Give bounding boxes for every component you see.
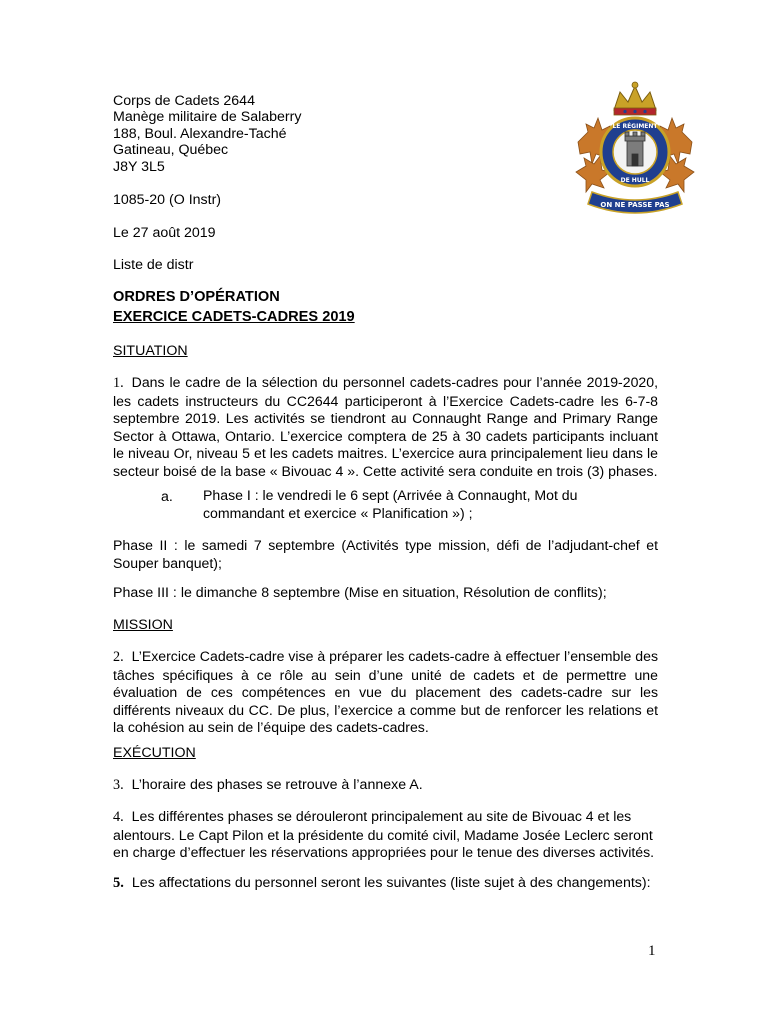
paragraph-text: L’horaire des phases se retrouve à l’annexe A.	[131, 777, 423, 793]
svg-text:LE RÉGIMENT: LE RÉGIMENT	[612, 123, 658, 130]
document-date: Le 27 août 2019	[113, 225, 216, 241]
address-line: Manège militaire de Salaberry	[113, 109, 302, 126]
address-line: J8Y 3L5	[113, 158, 165, 175]
paragraph-3	[113, 777, 423, 793]
paragraph-number: 1.	[113, 375, 124, 391]
document-subtitle: EXERCICE CADETS-CADRES 2019	[113, 309, 355, 325]
paragraph-number: 5.	[113, 875, 124, 891]
paragraph-number: 2.	[113, 649, 124, 665]
regimental-badge-icon	[570, 80, 700, 220]
paragraph-4	[113, 808, 658, 862]
section-heading-execution: EXÉCUTION	[113, 745, 196, 761]
paragraph-text: L’Exercice Cadets-cadre vise à préparer les cadets-cadre à effectuer l’ensemble des tâches spécifiques à ce rôle au sein d’une unité de cadets et de permettre une évaluation de ces compétences en vue du placement des cadets-cadre sur les différents niveaux du CC. De plus, l’exercice a comme but de renforcer les relations et la cohésion au sein de l’équipe des cadets-cadres.	[113, 648, 658, 736]
svg-text:ON NE PASSE PAS: ON NE PASSE PAS	[600, 201, 670, 209]
phase-2: Phase II : le samedi 7 septembre (Activités type mission, défi de l’adjudant-chef et Souper banquet);	[113, 537, 658, 571]
sender-address	[113, 93, 301, 175]
svg-text:DE HULL: DE HULL	[620, 177, 650, 184]
paragraph-text: Les différentes phases se dérouleront principalement au site de Bivouac 4 et les alentours. Le Capt Pilon et la présidente du comité civil, Madame Josée Leclerc seront en charge d’effectuer les réservations appropriées pour le tenue des diverses activités.	[113, 808, 655, 861]
file-number: 1085-20 (O Instr)	[113, 192, 222, 208]
paragraph-text: Dans le cadre de la sélection du personnel cadets-cadres pour l’année 2019-2020, les cadets instructeurs du CC2644 participeront à l’Exercice Cadets-cadre les 6-7-8 septembre 2019. Les activités se tiendront au Connaught Range and Primary Range Sector à Ottawa, Ontario. L’exercice comptera de 25 à 30 cadets participants incluant le niveau Or, niveau 5 et les cadets maitres. L’exercice aura principalement lieu dans le secteur boisé de la base « Bivouac 4 ». Cette activité sera conduite en trois (3) phases.	[113, 374, 658, 479]
paragraph-number: 4.	[113, 809, 124, 825]
phase-3: Phase III : le dimanche 8 septembre (Mise en situation, Résolution de conflits);	[113, 585, 607, 601]
document-title: ORDRES D’OPÉRATION	[113, 289, 280, 305]
section-heading-mission: MISSION	[113, 617, 173, 633]
distribution-list: Liste de distr	[113, 257, 194, 273]
address-line: Gatineau, Québec	[113, 142, 229, 159]
address-line: 188, Boul. Alexandre-Taché	[113, 125, 287, 142]
paragraph-text: Les affectations du personnel seront les suivantes (liste sujet à des changements):	[131, 875, 651, 891]
paragraph-number: 3.	[113, 777, 124, 793]
subparagraph-label: a.	[161, 489, 173, 505]
address-line: Corps de Cadets 2644	[113, 93, 255, 109]
subparagraph-a: Phase I : le vendredi le 6 sept (Arrivée à Connaught, Mot du commandant et exercice « Planification ») ;	[203, 487, 578, 521]
paragraph-1	[113, 374, 658, 481]
section-heading-situation: SITUATION	[113, 343, 188, 359]
paragraph-2	[113, 648, 658, 737]
paragraph-5	[113, 875, 651, 891]
page-number: 1	[648, 943, 656, 959]
